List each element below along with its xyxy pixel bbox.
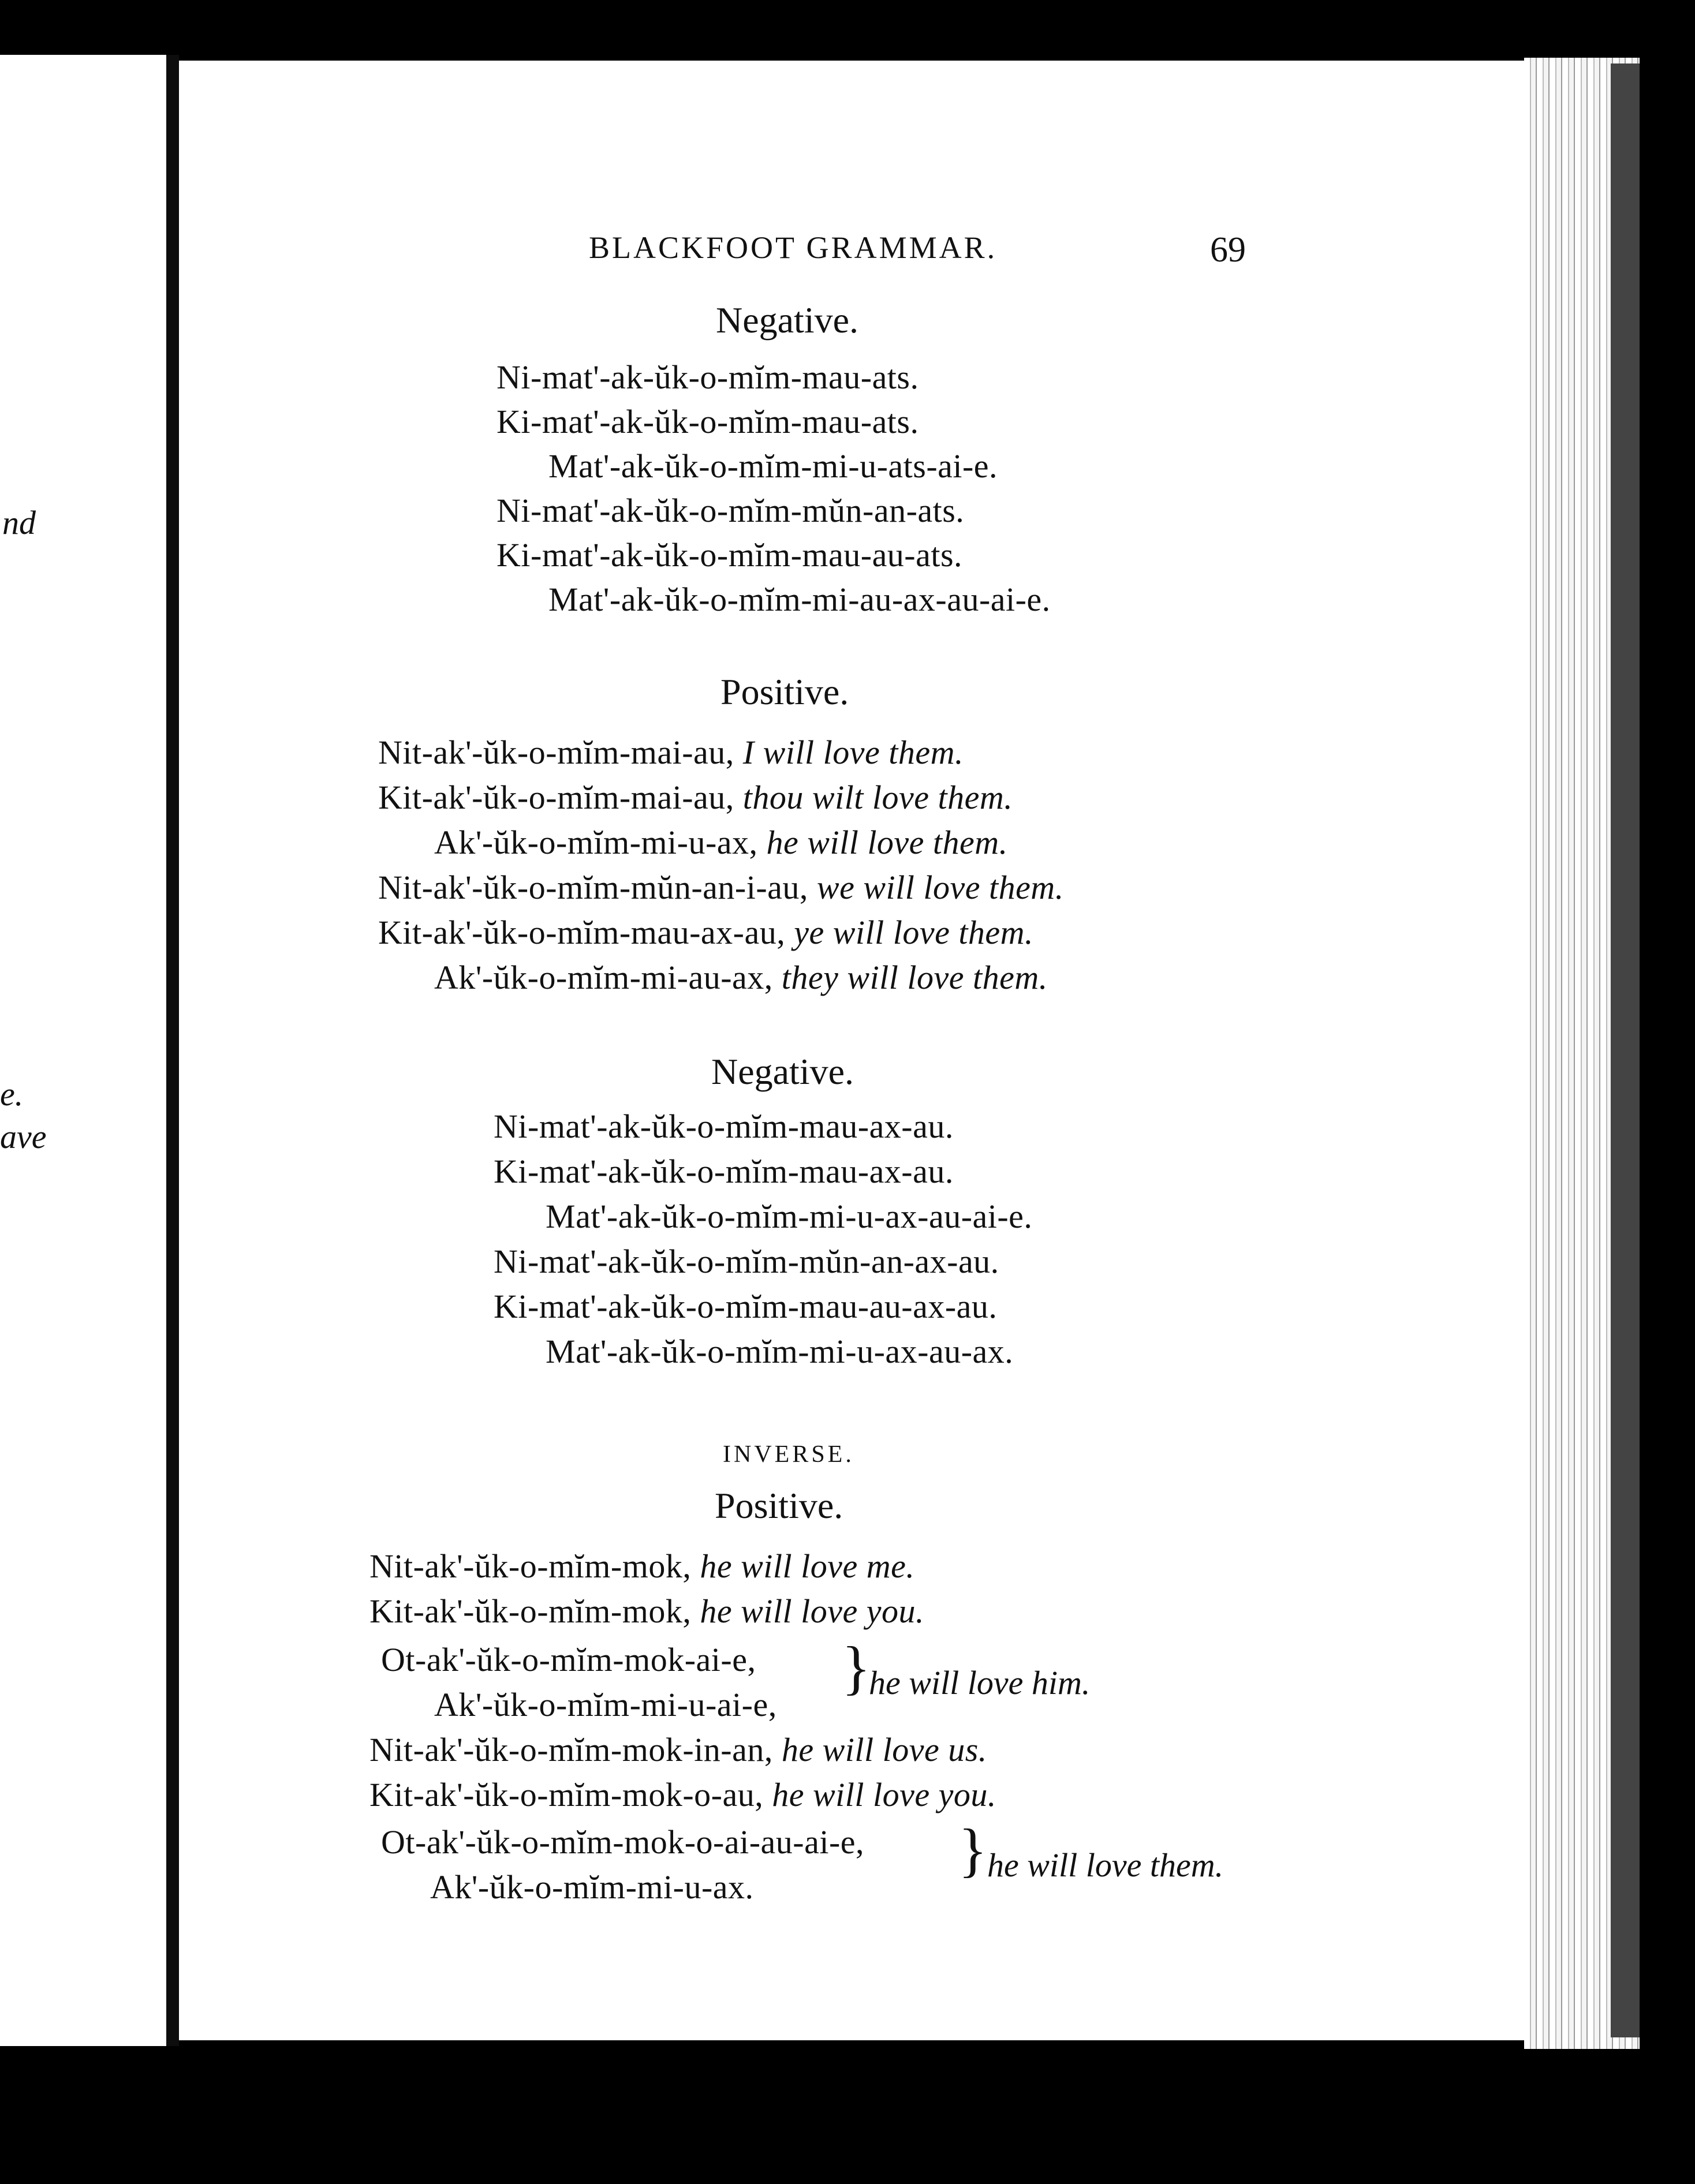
paradigm-line — [434, 958, 1048, 997]
section-heading: Positive. — [715, 1485, 843, 1526]
paradigm-line: Ni-mat'-ak-ŭk-o-mĭm-mau-ax-au. — [494, 1108, 954, 1145]
paradigm-line: Ni-mat'-ak-ŭk-o-mĭm-mau-ats. — [496, 358, 919, 396]
paradigm-line: Ot-ak'-ŭk-o-mĭm-mok-o-ai-au-ai-e, — [381, 1823, 864, 1861]
verb-form: Ak'-ŭk-o-mĭm-mi-u-ax, — [434, 824, 758, 861]
prev-page-fragment: ave — [0, 1118, 47, 1155]
paradigm-line: Mat'-ak-ŭk-o-mĭm-mi-u-ax-au-ai-e. — [546, 1198, 1033, 1235]
running-header: BLACKFOOT GRAMMAR. — [589, 230, 998, 265]
page-number: 69 — [1210, 230, 1246, 270]
prev-page-fragment: e. — [0, 1075, 24, 1113]
paradigm-line — [369, 1547, 914, 1585]
paradigm-line — [378, 778, 1013, 817]
section-heading: Positive. — [720, 671, 849, 712]
verb-form: Kit-ak'-ŭk-o-mĭm-mai-au, — [378, 779, 734, 816]
verb-form: Nit-ak'-ŭk-o-mĭm-mok, — [369, 1547, 692, 1585]
paradigm-line: Ak'-ŭk-o-mĭm-mi-u-ax. — [430, 1868, 754, 1906]
paradigm-line: Ni-mat'-ak-ŭk-o-mĭm-mŭn-an-ax-au. — [494, 1243, 999, 1280]
english-gloss: he will love him. — [869, 1664, 1091, 1701]
english-gloss: he will love me. — [700, 1547, 915, 1585]
brace: } — [958, 1817, 987, 1883]
paradigm-line: Mat'-ak-ŭk-o-mĭm-mi-u-ax-au-ax. — [546, 1333, 1014, 1370]
section-heading: Negative. — [716, 300, 858, 341]
english-gloss: we will love them. — [816, 869, 1064, 906]
paradigm-line: Mat'-ak-ŭk-o-mĭm-mi-au-ax-au-ai-e. — [548, 581, 1051, 618]
paradigm-line: Ki-mat'-ak-ŭk-o-mĭm-mau-au-ax-au. — [494, 1288, 998, 1325]
english-gloss: he will love us. — [781, 1731, 987, 1768]
paradigm-line: Ki-mat'-ak-ŭk-o-mĭm-mau-ats. — [496, 403, 919, 440]
english-gloss: he will love you. — [772, 1776, 996, 1813]
paradigm-line: Ni-mat'-ak-ŭk-o-mĭm-mŭn-an-ats. — [496, 492, 965, 529]
verb-form: Kit-ak'-ŭk-o-mĭm-mok-o-au, — [369, 1776, 764, 1813]
english-gloss: they will love them. — [781, 959, 1048, 996]
paradigm-line — [369, 1730, 987, 1769]
english-gloss: he will love you. — [700, 1592, 924, 1630]
english-gloss: thou wilt love them. — [742, 779, 1013, 816]
english-gloss: he will love them. — [987, 1846, 1224, 1884]
verb-form: Nit-ak'-ŭk-o-mĭm-mai-au, — [378, 734, 734, 771]
verb-form: Nit-ak'-ŭk-o-mĭm-mok-in-an, — [369, 1731, 773, 1768]
verb-form: Kit-ak'-ŭk-o-mĭm-mok, — [369, 1592, 692, 1630]
page-edge-shadow — [1611, 63, 1640, 2037]
prev-page-fragment: nd — [2, 504, 36, 541]
paradigm-line — [378, 868, 1064, 907]
paradigm-line: Ak'-ŭk-o-mĭm-mi-u-ai-e, — [434, 1686, 777, 1723]
paradigm-line — [378, 733, 964, 772]
verb-form: Ak'-ŭk-o-mĭm-mi-au-ax, — [434, 959, 773, 996]
paradigm-line — [378, 913, 1033, 952]
previous-page — [0, 55, 172, 2046]
english-gloss: I will love them. — [742, 734, 964, 771]
paradigm-line: Ki-mat'-ak-ŭk-o-mĭm-mau-ax-au. — [494, 1153, 954, 1190]
paradigm-line: Mat'-ak-ŭk-o-mĭm-mi-u-ats-ai-e. — [548, 447, 998, 485]
paradigm-line — [434, 823, 1008, 862]
verb-form: Kit-ak'-ŭk-o-mĭm-mau-ax-au, — [378, 914, 786, 951]
paradigm-line: Ot-ak'-ŭk-o-mĭm-mok-ai-e, — [381, 1641, 756, 1678]
english-gloss: ye will love them. — [794, 914, 1034, 951]
paradigm-line — [369, 1592, 924, 1630]
verb-form: Nit-ak'-ŭk-o-mĭm-mŭn-an-i-au, — [378, 869, 808, 906]
inverse-label: INVERSE. — [723, 1441, 854, 1468]
section-heading: Negative. — [711, 1051, 854, 1092]
brace: } — [842, 1635, 871, 1701]
book-spine — [166, 55, 179, 2046]
paradigm-line: Ki-mat'-ak-ŭk-o-mĭm-mau-au-ats. — [496, 536, 963, 574]
paradigm-line — [369, 1775, 996, 1814]
english-gloss: he will love them. — [766, 824, 1008, 861]
